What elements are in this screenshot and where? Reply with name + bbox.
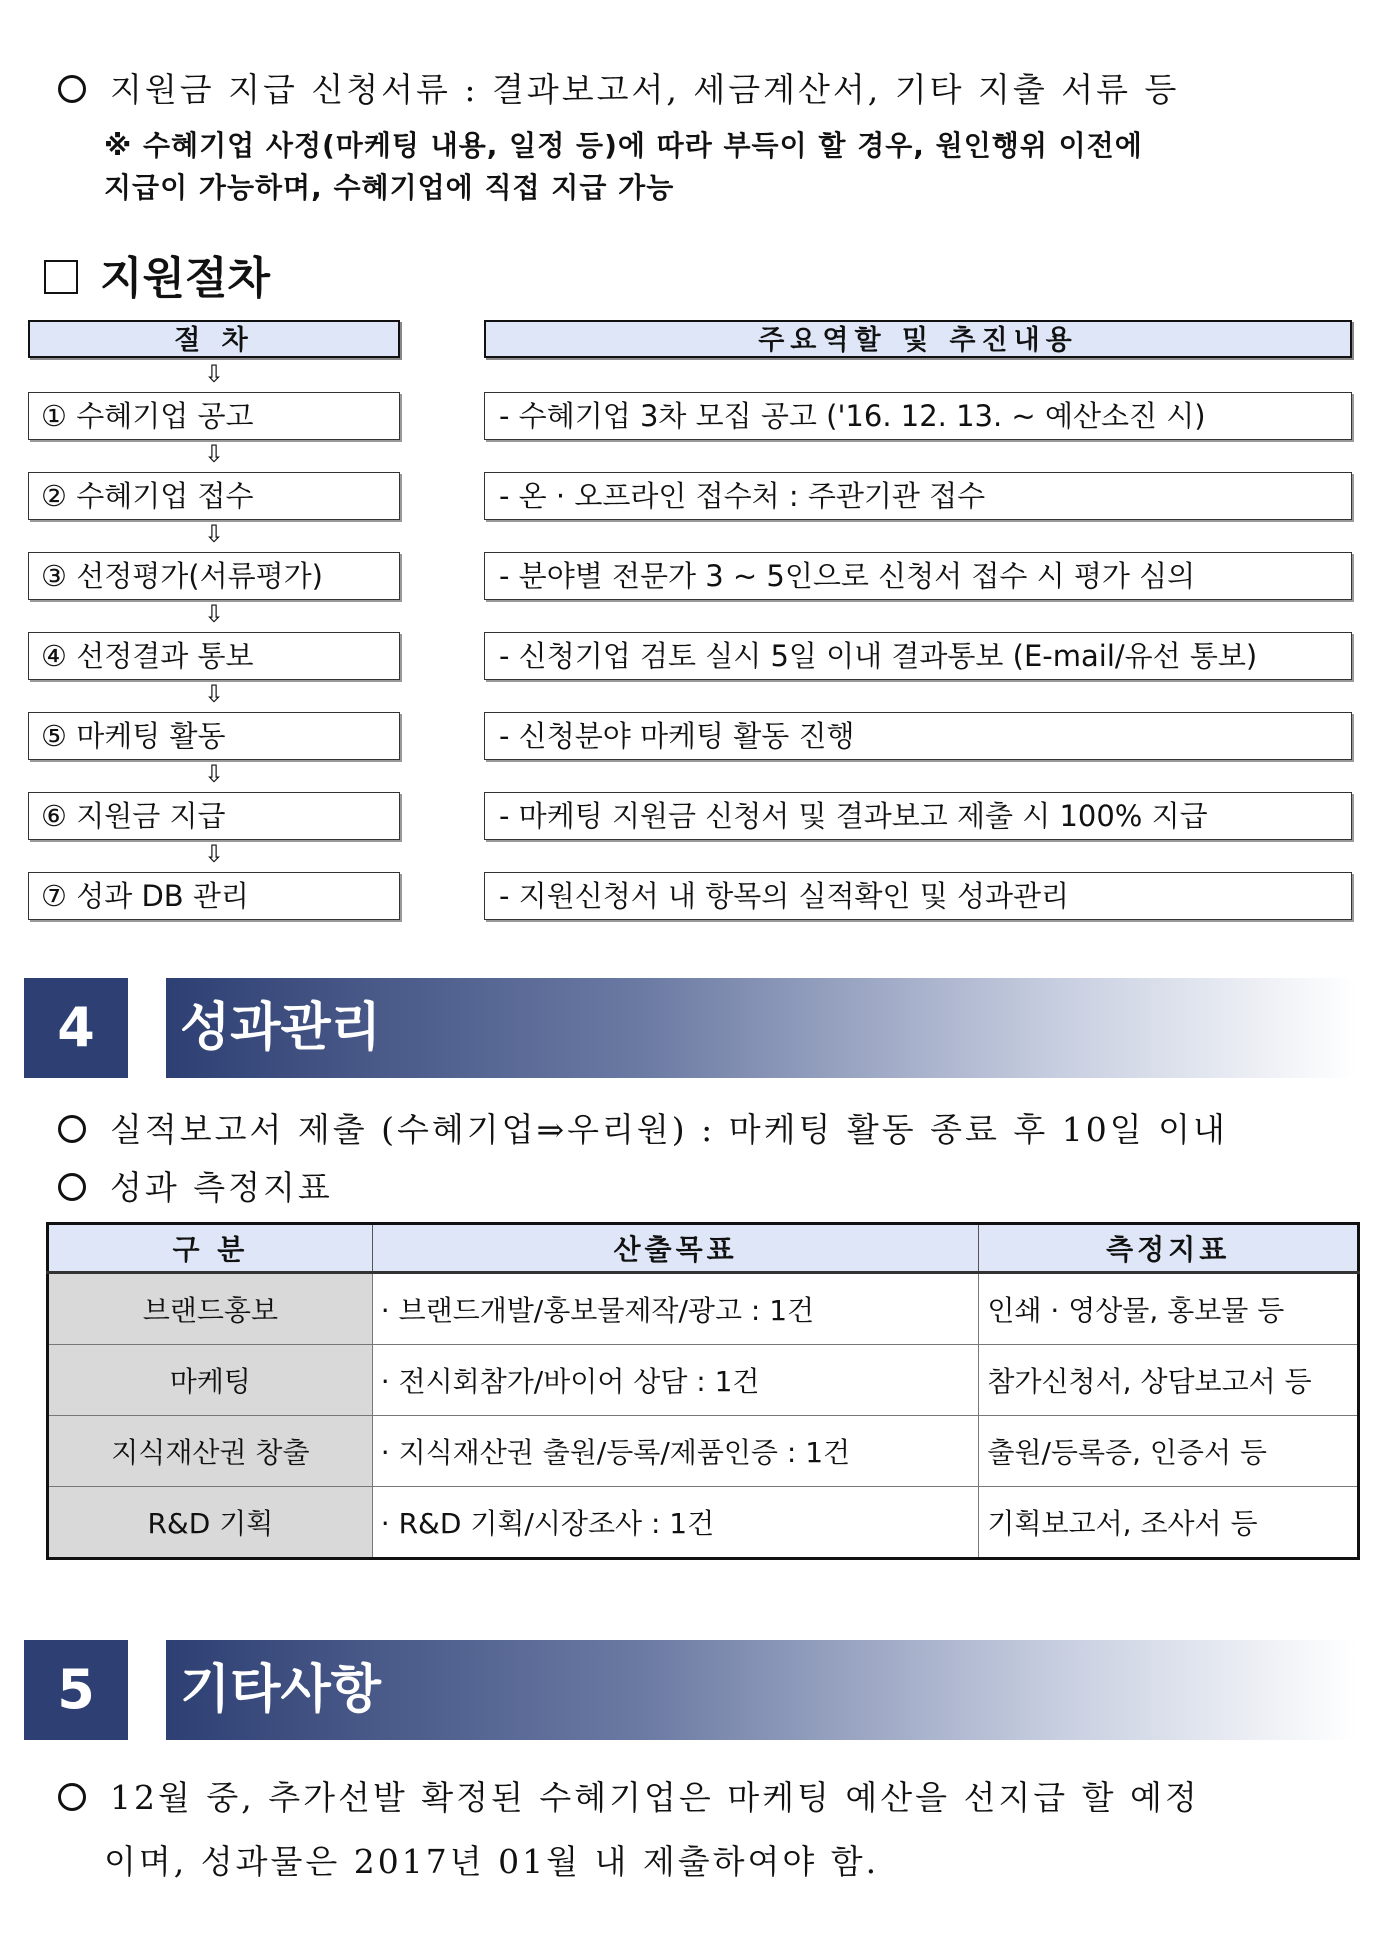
down-arrow-icon: ⇩ bbox=[203, 360, 225, 388]
circle-bullet-icon bbox=[58, 1173, 86, 1201]
table-cell-metric: 기획보고서, 조사서 등 bbox=[979, 1487, 1359, 1559]
table-row bbox=[48, 1273, 1359, 1345]
procedure-heading: 지원절차 bbox=[44, 242, 270, 306]
table-cell-metric: 인쇄 · 영상물, 홍보물 등 bbox=[979, 1273, 1359, 1345]
section-5-title-bar bbox=[166, 1640, 1356, 1740]
section-5-title: 기타사항 bbox=[180, 1660, 381, 1720]
table-header-category: 구 분 bbox=[48, 1224, 373, 1273]
metrics-bullet: 성과 측정지표 bbox=[58, 1162, 333, 1209]
report-bullet: 실적보고서 제출 (수혜기업⇒우리원) : 마케팅 활동 종료 후 10일 이내 bbox=[58, 1104, 1228, 1151]
procedure-header-right: 주요역할 및 추진내용 bbox=[484, 320, 1352, 358]
table-cell-metric: 참가신청서, 상담보고서 등 bbox=[979, 1345, 1359, 1416]
section-4-title-bar bbox=[166, 978, 1356, 1078]
note-line-1: ※ 수혜기업 사정(마케팅 내용, 일정 등)에 따라 부득이 할 경우, 원인행위 이전에 bbox=[104, 129, 1143, 162]
step-right-1: - 수혜기업 3차 모집 공고 ('16. 12. 13. ~ 예산소진 시) bbox=[484, 392, 1352, 440]
step-right-2: - 온 · 오프라인 접수처 : 주관기관 접수 bbox=[484, 472, 1352, 520]
step-left-1: ① 수혜기업 공고 bbox=[28, 392, 400, 440]
down-arrow-icon: ⇩ bbox=[203, 840, 225, 868]
step-left-4: ④ 선정결과 통보 bbox=[28, 632, 400, 680]
procedure-header-left: 절 차 bbox=[28, 320, 400, 358]
table-cell-target: · 브랜드개발/홍보물제작/광고 : 1건 bbox=[372, 1273, 979, 1345]
table-row bbox=[48, 1345, 1359, 1416]
note-line-2: 지급이 가능하며, 수혜기업에 직접 지급 가능 bbox=[104, 171, 675, 204]
square-bullet-icon bbox=[44, 260, 78, 294]
section-4-title: 성과관리 bbox=[180, 998, 381, 1058]
prepay-bullet: 12월 중, 추가선발 확정된 수혜기업은 마케팅 예산을 선지급 할 예정 bbox=[58, 1772, 1200, 1819]
table-row bbox=[48, 1416, 1359, 1487]
table-header-metric: 측정지표 bbox=[979, 1224, 1359, 1273]
step-right-3: - 분야별 전문가 3 ~ 5인으로 신청서 접수 시 평가 심의 bbox=[484, 552, 1352, 600]
performance-table bbox=[46, 1222, 1360, 1560]
table-cell-target: · 전시회참가/바이어 상담 : 1건 bbox=[372, 1345, 979, 1416]
circle-bullet-icon bbox=[58, 1783, 86, 1811]
table-cell-category: 브랜드홍보 bbox=[48, 1273, 373, 1345]
step-left-5: ⑤ 마케팅 활동 bbox=[28, 712, 400, 760]
step-right-4: - 신청기업 검토 실시 5일 이내 결과통보 (E-mail/유선 통보) bbox=[484, 632, 1352, 680]
table-cell-category: 지식재산권 창출 bbox=[48, 1416, 373, 1487]
table-cell-target: · R&D 기획/시장조사 : 1건 bbox=[372, 1487, 979, 1559]
table-cell-category: R&D 기획 bbox=[48, 1487, 373, 1559]
table-header-target: 산출목표 bbox=[372, 1224, 979, 1273]
step-left-2: ② 수혜기업 접수 bbox=[28, 472, 400, 520]
step-left-7: ⑦ 성과 DB 관리 bbox=[28, 872, 400, 920]
step-right-7: - 지원신청서 내 항목의 실적확인 및 성과관리 bbox=[484, 872, 1352, 920]
down-arrow-icon: ⇩ bbox=[203, 760, 225, 788]
down-arrow-icon: ⇩ bbox=[203, 440, 225, 468]
section-5-banner bbox=[24, 1640, 1356, 1740]
circle-bullet-icon bbox=[58, 75, 86, 103]
step-left-3: ③ 선정평가(서류평가) bbox=[28, 552, 400, 600]
down-arrow-icon: ⇩ bbox=[203, 600, 225, 628]
section-5-number: 5 bbox=[24, 1640, 128, 1740]
table-cell-target: · 지식재산권 출원/등록/제품인증 : 1건 bbox=[372, 1416, 979, 1487]
section-4-number: 4 bbox=[24, 978, 128, 1078]
prepay-bullet-continued: 이며, 성과물은 2017년 01월 내 제출하여야 함. bbox=[104, 1842, 880, 1881]
payment-docs-bullet: 지원금 지급 신청서류 : 결과보고서, 세금계산서, 기타 지출 서류 등 bbox=[58, 64, 1179, 111]
step-right-5: - 신청분야 마케팅 활동 진행 bbox=[484, 712, 1352, 760]
table-row bbox=[48, 1487, 1359, 1559]
down-arrow-icon: ⇩ bbox=[203, 520, 225, 548]
down-arrow-icon: ⇩ bbox=[203, 680, 225, 708]
section-4-banner bbox=[24, 978, 1356, 1078]
step-left-6: ⑥ 지원금 지급 bbox=[28, 792, 400, 840]
table-cell-metric: 출원/등록증, 인증서 등 bbox=[979, 1416, 1359, 1487]
table-header-row bbox=[48, 1224, 1359, 1273]
circle-bullet-icon bbox=[58, 1115, 86, 1143]
table-cell-category: 마케팅 bbox=[48, 1345, 373, 1416]
step-right-6: - 마케팅 지원금 신청서 및 결과보고 제출 시 100% 지급 bbox=[484, 792, 1352, 840]
